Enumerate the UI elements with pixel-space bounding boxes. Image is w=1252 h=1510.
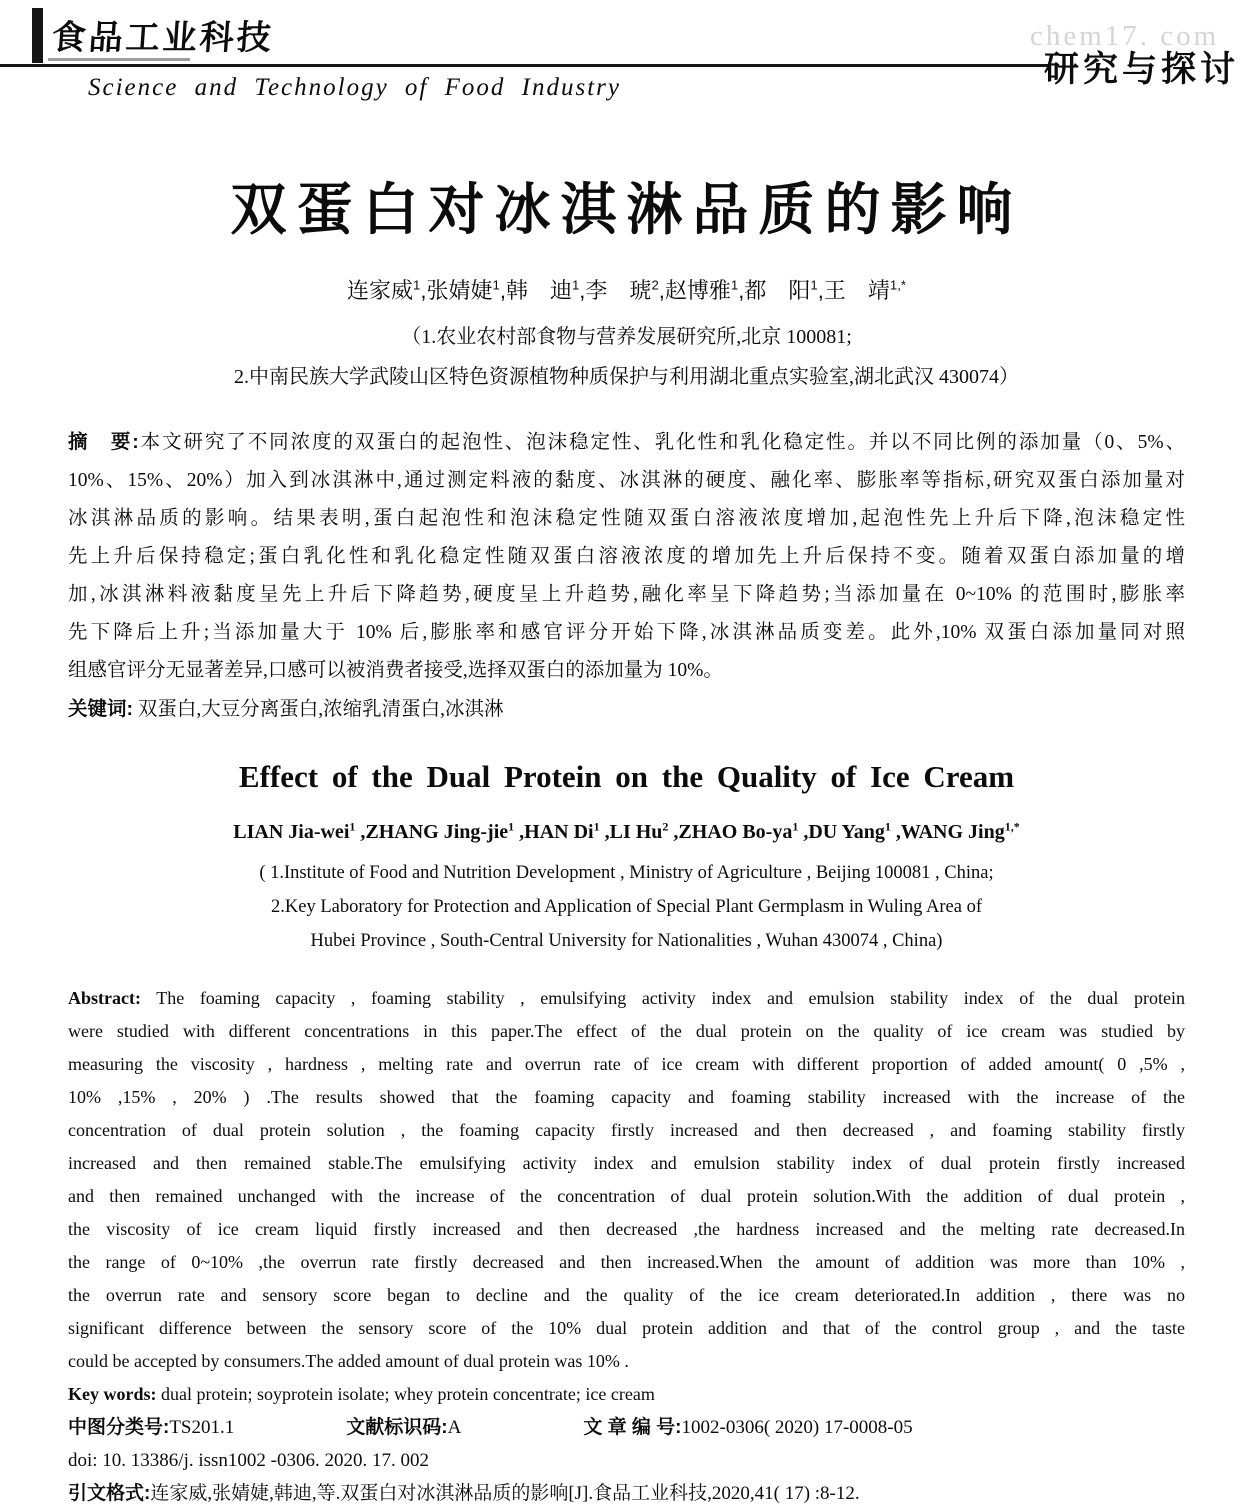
doi-line: doi: 10. 13386/j. issn1002 -0306. 2020. 17. 002 bbox=[68, 1449, 430, 1471]
author-en bbox=[901, 821, 1020, 843]
author-superscript: 2 bbox=[662, 819, 669, 834]
author-superscript: 2 bbox=[651, 277, 659, 293]
watermark-text: chem17. com bbox=[1030, 20, 1220, 52]
abstract-en-text: The foaming capacity , foaming stability , emulsifying activity index and emulsion stability index of the dual protein bbox=[156, 987, 1185, 1008]
author-name: 张婧婕 bbox=[426, 278, 493, 303]
author-superscript: 1 bbox=[730, 277, 739, 293]
keywords-text-en: dual protein; soyprotein isolate; whey protein concentrate; ice cream bbox=[161, 1383, 655, 1404]
abstract-en-line: the viscosity of ice cream liquid firstly increased and then decreased ,the hardness increased and the melting rate decreased.In bbox=[68, 1218, 1185, 1239]
author-cn bbox=[665, 278, 744, 303]
author-name: HAN Di bbox=[524, 820, 594, 843]
article-body bbox=[0, 166, 1252, 1510]
keywords-label-en: Key words: bbox=[68, 1383, 157, 1404]
author-superscript: 1 bbox=[508, 819, 515, 834]
abstract-cn-line: 冰淇淋品质的影响。结果表明,蛋白起泡性和泡沫稳定性随双蛋白溶液浓度增加,起泡性先上升后下降,泡沫稳定性 bbox=[68, 508, 1185, 529]
abstract-en-first-line bbox=[68, 982, 1185, 1015]
affiliations-en bbox=[68, 856, 1185, 958]
author-name: 赵博雅 bbox=[664, 278, 731, 303]
affiliations-cn bbox=[68, 317, 1185, 397]
affiliation-line-cn: （1.农业农村部食物与营养发展研究所,北京 100081; bbox=[401, 326, 852, 348]
column-section-label: 研究与探讨 bbox=[1044, 50, 1240, 89]
journal-logo-cn: 食品工业科技 bbox=[50, 19, 276, 57]
authors-cn bbox=[68, 274, 1185, 305]
journal-subtitle-en: Science and Technology of Food Industry bbox=[88, 74, 621, 101]
author-name: 韩 迪 bbox=[505, 278, 572, 303]
affiliation-line-en: ( 1.Institute of Food and Nutrition Development , Ministry of Agriculture , Beijing 100081 , China; bbox=[259, 862, 994, 883]
author-separator: , bbox=[514, 820, 525, 843]
article-title-cn: 双蛋白对冰淇淋品质的影响 bbox=[230, 178, 1023, 241]
citation-label: 引文格式: bbox=[68, 1482, 151, 1504]
abstract-cn-line: 先上升后保持稳定;蛋白乳化性和乳化稳定性随双蛋白溶液浓度的增加先上升后保持不变。随着双蛋白添加量的增 bbox=[68, 546, 1185, 567]
article-title-en: Effect of the Dual Protein on the Quality of Ice Cream bbox=[238, 759, 1015, 794]
author-separator: , bbox=[668, 820, 679, 843]
abstract-en-line: were studied with different concentrations in this paper.The effect of the dual protein on the quality of ice cream was studied by bbox=[68, 1020, 1185, 1041]
author-separator: , bbox=[355, 820, 366, 843]
keywords-label-cn: 关键词: bbox=[68, 698, 133, 720]
author-name: LI Hu bbox=[609, 820, 663, 843]
abstract-cn bbox=[68, 423, 1185, 729]
abstract-cn-first-line bbox=[68, 423, 1185, 462]
abstract-cn-line: 先下降后上升;当添加量大于 10% 后,膨胀率和感官评分开始下降,冰淇淋品质变差。此外,10% 双蛋白添加量同对照 bbox=[68, 622, 1185, 643]
abstract-cn-line: 组感官评分无显著差异,口感可以被消费者接受,选择双蛋白的添加量为 10%。 bbox=[68, 660, 723, 681]
author-separator: , bbox=[738, 278, 745, 303]
author-superscript: 1 bbox=[571, 277, 580, 293]
doc-code-label: 文献标识码: bbox=[346, 1416, 448, 1438]
author-separator: , bbox=[420, 278, 427, 303]
author-cn bbox=[506, 278, 585, 303]
abstract-cn-text: 本文研究了不同浓度的双蛋白的起泡性、泡沫稳定性、乳化性和乳化稳定性。并以不同比例的添加量（0、5%、 bbox=[138, 432, 1185, 453]
author-superscript: 1 bbox=[884, 819, 891, 834]
author-name: ZHAO Bo-ya bbox=[678, 820, 793, 843]
article-id-label: 文 章 编 号: bbox=[583, 1416, 682, 1438]
author-superscript: 1 bbox=[593, 819, 600, 834]
header-rule bbox=[0, 64, 1050, 67]
author-name: DU Yang bbox=[808, 820, 885, 843]
author-en bbox=[365, 821, 524, 843]
doc-code-value: A bbox=[447, 1416, 462, 1438]
affiliation-line-cn: 2.中南民族大学武陵山区特色资源植物种质保护与利用湖北重点实验室,湖北武汉 430074） bbox=[234, 366, 1019, 388]
author-name: WANG Jing bbox=[900, 820, 1005, 843]
author-superscript: 1 bbox=[810, 277, 818, 293]
author-cn bbox=[347, 278, 426, 303]
logo-accent-bar bbox=[32, 8, 43, 63]
author-cn bbox=[426, 278, 505, 303]
author-separator: , bbox=[798, 820, 809, 843]
abstract-en-line: could be accepted by consumers.The added amount of dual protein was 10% . bbox=[68, 1350, 629, 1371]
author-en bbox=[610, 821, 679, 843]
affiliation-line-en: Hubei Province , South-Central University for Nationalities , Wuhan 430074 , China) bbox=[310, 930, 943, 951]
author-en bbox=[524, 821, 609, 843]
author-superscript: 1 bbox=[412, 277, 421, 293]
author-name: 都 阳 bbox=[744, 278, 811, 303]
author-separator: , bbox=[579, 278, 586, 303]
author-superscript: 1,* bbox=[889, 277, 907, 293]
author-separator: , bbox=[599, 820, 610, 843]
abstract-en bbox=[68, 982, 1185, 1510]
abstract-en-line: measuring the viscosity , hardness , melting rate and overrun rate of ice cream with different proportion of added amount( 0 ,5% , bbox=[68, 1053, 1185, 1074]
keywords-cn bbox=[68, 690, 1185, 729]
citation-line bbox=[68, 1477, 1185, 1510]
abstract-cn-lines bbox=[68, 462, 1185, 690]
author-en bbox=[233, 821, 365, 843]
abstract-en-lines bbox=[68, 1015, 1185, 1378]
classification-row bbox=[68, 1411, 1185, 1444]
keywords-en bbox=[68, 1378, 1185, 1411]
abstract-en-line: 10% ,15% , 20% ) .The results showed that the foaming capacity and foaming stability increased with the increase of the bbox=[68, 1086, 1185, 1107]
abstract-en-line: increased and then remained stable.The emulsifying activity index and emulsion stability index of dual protein firstly increased bbox=[68, 1152, 1185, 1173]
affiliation-line-en: 2.Key Laboratory for Protection and Application of Special Plant Germplasm in Wuling Area of bbox=[271, 896, 982, 917]
author-superscript: 1 bbox=[349, 819, 356, 834]
authors-en bbox=[68, 821, 1185, 844]
author-separator: , bbox=[499, 278, 506, 303]
journal-header bbox=[0, 0, 1252, 108]
citation-text: 连家威,张婧婕,韩迪,等.双蛋白对冰淇淋品质的影响[J].食品工业科技,2020,41( 17) :8-12. bbox=[150, 1482, 860, 1504]
author-separator: , bbox=[658, 278, 665, 303]
author-superscript: 1 bbox=[792, 819, 799, 834]
abstract-en-line: concentration of dual protein solution , the foaming capacity firstly increased and then decreased , and foaming stability firstly bbox=[68, 1119, 1185, 1140]
abstract-label-cn: 摘 要: bbox=[68, 431, 139, 453]
author-superscript: 1,* bbox=[1004, 819, 1020, 834]
abstract-en-line: the range of 0~10% ,the overrun rate firstly decreased and then increased.When the amount of addition was more than 10% , bbox=[68, 1251, 1185, 1272]
abstract-label-en: Abstract: bbox=[68, 987, 141, 1008]
author-name: ZHANG Jing-jie bbox=[365, 820, 509, 843]
article-id-value: 1002-0306( 2020) 17-0008-05 bbox=[681, 1416, 913, 1438]
author-separator: , bbox=[817, 278, 824, 303]
clc-label: 中图分类号: bbox=[68, 1416, 170, 1438]
author-en bbox=[808, 821, 901, 843]
author-superscript: 1 bbox=[492, 277, 500, 293]
author-cn bbox=[744, 278, 823, 303]
abstract-cn-line: 10%、15%、20%）加入到冰淇淋中,通过测定料液的黏度、冰淇淋的硬度、融化率、膨胀率等指标,研究双蛋白添加量对 bbox=[68, 470, 1185, 491]
author-name: 李 琥 bbox=[585, 278, 652, 303]
author-cn bbox=[824, 278, 906, 303]
author-name: 王 靖 bbox=[823, 278, 890, 303]
abstract-cn-line: 加,冰淇淋料液黏度呈先上升后下降趋势,硬度呈上升趋势,融化率呈下降趋势;当添加量在 0~10% 的范围时,膨胀率 bbox=[68, 584, 1185, 605]
abstract-en-line: and then remained unchanged with the increase of the concentration of dual protein solution.With the addition of dual protein , bbox=[68, 1185, 1185, 1206]
abstract-en-line: significant difference between the sensory score of the 10% dual protein addition and that of the control group , and the taste bbox=[68, 1317, 1185, 1338]
abstract-en-line: the overrun rate and sensory score began to decline and the quality of the ice cream deteriorated.In addition , there was no bbox=[68, 1284, 1185, 1305]
logo-underline bbox=[48, 58, 190, 61]
author-cn bbox=[585, 278, 664, 303]
clc-value: TS201.1 bbox=[169, 1416, 235, 1438]
author-name: 连家威 bbox=[346, 278, 413, 303]
keywords-text-cn: 双蛋白,大豆分离蛋白,浓缩乳清蛋白,冰淇淋 bbox=[137, 699, 504, 720]
author-separator: , bbox=[890, 820, 901, 843]
author-name: LIAN Jia-wei bbox=[233, 820, 350, 843]
author-en bbox=[678, 821, 808, 843]
